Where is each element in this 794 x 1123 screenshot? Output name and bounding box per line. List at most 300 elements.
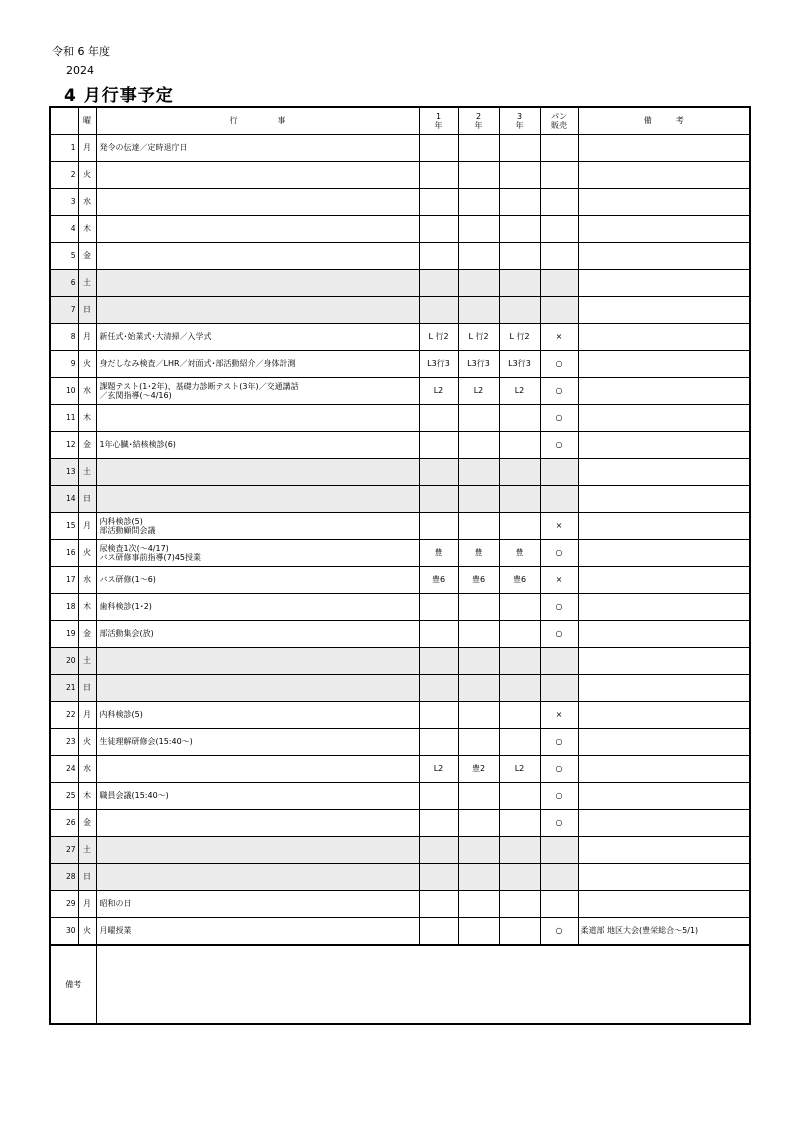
- table-row: [50, 756, 750, 783]
- remarks-cell: [578, 702, 750, 729]
- day-cell: 29: [50, 891, 78, 918]
- header-grade-1-unit: 年: [434, 121, 443, 130]
- grade-3-cell: [499, 864, 540, 891]
- grade-1-cell: [419, 243, 458, 270]
- remarks-cell: [578, 162, 750, 189]
- grade-3-cell: [499, 189, 540, 216]
- grade-1-cell: [419, 810, 458, 837]
- bread-sale-cell: ×: [540, 567, 578, 594]
- day-cell: 13: [50, 459, 78, 486]
- day-cell: 1: [50, 135, 78, 162]
- remarks-cell: [578, 297, 750, 324]
- grade-2-cell: 豊6: [458, 567, 499, 594]
- bread-sale-cell: ○: [540, 810, 578, 837]
- schedule-table: [49, 106, 751, 1025]
- grade-1-cell: [419, 675, 458, 702]
- day-cell: 12: [50, 432, 78, 459]
- weekday-cell: 火: [78, 729, 96, 756]
- event-line: 新任式･始業式･大清掃／入学式: [99, 332, 212, 342]
- grade-1-cell: [419, 783, 458, 810]
- remarks-cell: [578, 729, 750, 756]
- grade-1-cell: [419, 216, 458, 243]
- weekday-cell: 水: [78, 756, 96, 783]
- event-cell: [96, 756, 419, 783]
- weekday-cell: 木: [78, 783, 96, 810]
- event-cell: [96, 243, 419, 270]
- grade-2-cell: [458, 729, 499, 756]
- day-cell: 14: [50, 486, 78, 513]
- remarks-cell: [578, 459, 750, 486]
- remarks-cell: [578, 351, 750, 378]
- remarks-cell: [578, 837, 750, 864]
- event-line: 1年心臓･結核検診(6): [99, 440, 176, 450]
- remarks-cell: [578, 513, 750, 540]
- grade-3-cell: [499, 702, 540, 729]
- bread-sale-cell: ○: [540, 918, 578, 946]
- header-bread-sale: [540, 107, 578, 135]
- grade-3-cell: L3行3: [499, 351, 540, 378]
- header-grade-1-num: 1: [435, 111, 442, 121]
- grade-2-cell: [458, 216, 499, 243]
- table-row: [50, 405, 750, 432]
- year-label: 2024: [66, 64, 94, 77]
- table-row: [50, 918, 750, 946]
- grade-2-cell: L2: [458, 378, 499, 405]
- grade-1-cell: L3行3: [419, 351, 458, 378]
- remarks-cell: [578, 243, 750, 270]
- table-row: [50, 675, 750, 702]
- day-cell: 25: [50, 783, 78, 810]
- grade-3-cell: [499, 216, 540, 243]
- weekday-cell: 土: [78, 270, 96, 297]
- event-cell: [96, 702, 419, 729]
- event-cell: [96, 378, 419, 405]
- table-row: [50, 729, 750, 756]
- grade-1-cell: [419, 648, 458, 675]
- event-cell: [96, 135, 419, 162]
- table-row: [50, 324, 750, 351]
- grade-3-cell: [499, 891, 540, 918]
- table-row: [50, 783, 750, 810]
- bread-sale-cell: [540, 864, 578, 891]
- grade-2-cell: L3行3: [458, 351, 499, 378]
- event-cell: [96, 594, 419, 621]
- day-cell: 20: [50, 648, 78, 675]
- bread-sale-cell: ○: [540, 432, 578, 459]
- weekday-cell: 月: [78, 324, 96, 351]
- grade-2-cell: [458, 297, 499, 324]
- day-cell: 19: [50, 621, 78, 648]
- header-grade-3: [499, 107, 540, 135]
- grade-2-cell: 豊2: [458, 756, 499, 783]
- weekday-cell: 月: [78, 513, 96, 540]
- grade-3-cell: L2: [499, 378, 540, 405]
- day-cell: 28: [50, 864, 78, 891]
- bread-sale-cell: [540, 891, 578, 918]
- grade-3-cell: [499, 270, 540, 297]
- weekday-cell: 火: [78, 540, 96, 567]
- bread-sale-cell: ○: [540, 783, 578, 810]
- grade-1-cell: [419, 432, 458, 459]
- event-cell: [96, 810, 419, 837]
- bread-sale-cell: [540, 189, 578, 216]
- bread-sale-cell: [540, 243, 578, 270]
- day-cell: 16: [50, 540, 78, 567]
- day-cell: 2: [50, 162, 78, 189]
- grade-2-cell: L 行2: [458, 324, 499, 351]
- grade-2-cell: [458, 837, 499, 864]
- grade-3-cell: [499, 486, 540, 513]
- grade-2-cell: [458, 270, 499, 297]
- table-row: [50, 297, 750, 324]
- grade-3-cell: [499, 783, 540, 810]
- day-cell: 7: [50, 297, 78, 324]
- grade-1-cell: L2: [419, 378, 458, 405]
- bread-sale-cell: [540, 648, 578, 675]
- bread-sale-cell: [540, 162, 578, 189]
- event-cell: [96, 567, 419, 594]
- event-line: 課題テスト(1･2年)、基礎力診断テスト(3年)／交通講話: [99, 381, 299, 391]
- grade-3-cell: [499, 729, 540, 756]
- grade-2-cell: [458, 918, 499, 946]
- weekday-cell: 土: [78, 837, 96, 864]
- table-row: [50, 891, 750, 918]
- grade-2-cell: [458, 486, 499, 513]
- table-row: [50, 513, 750, 540]
- bread-sale-cell: [540, 837, 578, 864]
- bread-sale-cell: ○: [540, 405, 578, 432]
- day-cell: 21: [50, 675, 78, 702]
- event-cell: [96, 729, 419, 756]
- grade-2-cell: 豊: [458, 540, 499, 567]
- event-line: ／玄関指導(～4/16): [99, 391, 172, 400]
- day-cell: 24: [50, 756, 78, 783]
- day-cell: 22: [50, 702, 78, 729]
- weekday-cell: 水: [78, 378, 96, 405]
- event-cell: [96, 513, 419, 540]
- day-cell: 30: [50, 918, 78, 946]
- day-cell: 17: [50, 567, 78, 594]
- grade-1-cell: [419, 594, 458, 621]
- remarks-cell: [578, 864, 750, 891]
- grade-3-cell: [499, 432, 540, 459]
- grade-3-cell: [499, 621, 540, 648]
- day-cell: 18: [50, 594, 78, 621]
- remarks-cell: [578, 432, 750, 459]
- header-grade-2-num: 2: [475, 111, 482, 121]
- weekday-cell: 日: [78, 675, 96, 702]
- remarks-cell: [578, 270, 750, 297]
- weekday-cell: 月: [78, 891, 96, 918]
- day-cell: 6: [50, 270, 78, 297]
- bread-sale-cell: [540, 486, 578, 513]
- table-row: [50, 621, 750, 648]
- bread-sale-cell: [540, 459, 578, 486]
- event-cell: [96, 675, 419, 702]
- remarks-cell: [578, 756, 750, 783]
- event-line: バス研修(1～6): [99, 575, 156, 585]
- table-row: [50, 135, 750, 162]
- table-row: [50, 594, 750, 621]
- weekday-cell: 火: [78, 351, 96, 378]
- grade-2-cell: [458, 162, 499, 189]
- bread-sale-cell: ×: [540, 324, 578, 351]
- weekday-cell: 木: [78, 405, 96, 432]
- weekday-cell: 金: [78, 621, 96, 648]
- grade-3-cell: [499, 810, 540, 837]
- grade-1-cell: [419, 864, 458, 891]
- grade-2-cell: [458, 675, 499, 702]
- table-row: [50, 540, 750, 567]
- grade-3-cell: [499, 837, 540, 864]
- footer-label: 備考: [50, 945, 96, 1024]
- grade-2-cell: [458, 621, 499, 648]
- header-day: [50, 107, 78, 135]
- weekday-cell: 木: [78, 216, 96, 243]
- grade-3-cell: [499, 297, 540, 324]
- day-cell: 11: [50, 405, 78, 432]
- weekday-cell: 金: [78, 432, 96, 459]
- remarks-cell: [578, 405, 750, 432]
- day-cell: 4: [50, 216, 78, 243]
- table-row: [50, 189, 750, 216]
- weekday-cell: 火: [78, 918, 96, 946]
- table-row: [50, 243, 750, 270]
- grade-3-cell: [499, 675, 540, 702]
- event-line: 部活動顧問会議: [99, 526, 156, 535]
- remarks-cell: 柔道部 地区大会(豊栄総合～5/1): [578, 918, 750, 946]
- bread-sale-cell: ○: [540, 378, 578, 405]
- table-row: [50, 810, 750, 837]
- remarks-cell: [578, 810, 750, 837]
- remarks-cell: [578, 594, 750, 621]
- grade-1-cell: [419, 162, 458, 189]
- grade-3-cell: [499, 513, 540, 540]
- remarks-cell: [578, 891, 750, 918]
- remarks-cell: [578, 486, 750, 513]
- remarks-cell: [578, 216, 750, 243]
- grade-2-cell: [458, 135, 499, 162]
- event-cell: [96, 918, 419, 946]
- grade-1-cell: [419, 702, 458, 729]
- table-row: [50, 486, 750, 513]
- event-cell: [96, 540, 419, 567]
- grade-1-cell: [419, 891, 458, 918]
- event-line: 職員会議(15:40～): [99, 791, 169, 801]
- grade-3-cell: L2: [499, 756, 540, 783]
- day-cell: 27: [50, 837, 78, 864]
- bread-sale-cell: ○: [540, 621, 578, 648]
- grade-2-cell: [458, 648, 499, 675]
- grade-3-cell: [499, 243, 540, 270]
- header-grade-2: [458, 107, 499, 135]
- table-row: [50, 432, 750, 459]
- grade-1-cell: 豊6: [419, 567, 458, 594]
- table-row: [50, 459, 750, 486]
- table-row: [50, 216, 750, 243]
- grade-2-cell: [458, 405, 499, 432]
- grade-1-cell: [419, 621, 458, 648]
- weekday-cell: 火: [78, 162, 96, 189]
- event-cell: [96, 459, 419, 486]
- day-cell: 10: [50, 378, 78, 405]
- weekday-cell: 日: [78, 297, 96, 324]
- grade-2-cell: [458, 513, 499, 540]
- bread-sale-cell: [540, 270, 578, 297]
- grade-3-cell: [499, 459, 540, 486]
- remarks-cell: [578, 324, 750, 351]
- day-cell: 9: [50, 351, 78, 378]
- weekday-cell: 水: [78, 189, 96, 216]
- grade-2-cell: [458, 432, 499, 459]
- event-line: 歯科検診(1･2): [99, 602, 152, 612]
- weekday-cell: 土: [78, 459, 96, 486]
- bread-sale-cell: ○: [540, 540, 578, 567]
- bread-sale-cell: ○: [540, 729, 578, 756]
- remarks-cell: [578, 189, 750, 216]
- day-cell: 3: [50, 189, 78, 216]
- grade-2-cell: [458, 459, 499, 486]
- remarks-cell: [578, 540, 750, 567]
- grade-1-cell: L 行2: [419, 324, 458, 351]
- grade-2-cell: [458, 810, 499, 837]
- table-row: [50, 702, 750, 729]
- grade-2-cell: [458, 702, 499, 729]
- header-remarks: 備 考: [578, 107, 750, 135]
- grade-2-cell: [458, 864, 499, 891]
- remarks-cell: [578, 567, 750, 594]
- weekday-cell: 木: [78, 594, 96, 621]
- page-title: 4 月行事予定: [64, 86, 174, 106]
- grade-3-cell: L 行2: [499, 324, 540, 351]
- grade-1-cell: [419, 513, 458, 540]
- event-cell: [96, 648, 419, 675]
- bread-sale-cell: ×: [540, 702, 578, 729]
- grade-3-cell: [499, 162, 540, 189]
- grade-1-cell: L2: [419, 756, 458, 783]
- grade-1-cell: [419, 189, 458, 216]
- grade-2-cell: [458, 189, 499, 216]
- remarks-cell: [578, 135, 750, 162]
- bread-sale-cell: [540, 135, 578, 162]
- grade-1-cell: [419, 729, 458, 756]
- table-row: [50, 648, 750, 675]
- grade-3-cell: [499, 135, 540, 162]
- event-line: バス研修事前指導(7)45授業: [99, 553, 202, 562]
- event-cell: [96, 432, 419, 459]
- header-bread-line-1: パン: [551, 111, 567, 121]
- table-row: [50, 270, 750, 297]
- header-dow: 曜: [78, 107, 96, 135]
- event-cell: [96, 162, 419, 189]
- grade-3-cell: [499, 918, 540, 946]
- weekday-cell: 土: [78, 648, 96, 675]
- grade-1-cell: [419, 486, 458, 513]
- grade-3-cell: [499, 405, 540, 432]
- weekday-cell: 水: [78, 567, 96, 594]
- day-cell: 23: [50, 729, 78, 756]
- table-row: [50, 378, 750, 405]
- grade-3-cell: 豊: [499, 540, 540, 567]
- event-line: 生徒理解研修会(15:40～): [99, 737, 193, 747]
- event-cell: [96, 486, 419, 513]
- event-line: 部活動集会(放): [99, 629, 154, 639]
- remarks-cell: [578, 378, 750, 405]
- footer-notes: [96, 945, 750, 1024]
- event-line: 尿検査1次(～4/17): [99, 543, 169, 553]
- header-grade-3-unit: 年: [515, 121, 524, 130]
- grade-2-cell: [458, 243, 499, 270]
- table-row: [50, 351, 750, 378]
- weekday-cell: 日: [78, 864, 96, 891]
- day-cell: 15: [50, 513, 78, 540]
- event-cell: [96, 351, 419, 378]
- weekday-cell: 月: [78, 135, 96, 162]
- event-cell: [96, 189, 419, 216]
- grade-1-cell: [419, 297, 458, 324]
- remarks-cell: [578, 675, 750, 702]
- bread-sale-cell: ×: [540, 513, 578, 540]
- bread-sale-cell: [540, 297, 578, 324]
- event-cell: [96, 891, 419, 918]
- day-cell: 5: [50, 243, 78, 270]
- bread-sale-cell: [540, 216, 578, 243]
- event-cell: [96, 621, 419, 648]
- table-row: [50, 837, 750, 864]
- event-line: 月曜授業: [99, 926, 132, 936]
- grade-1-cell: [419, 135, 458, 162]
- grade-3-cell: 豊6: [499, 567, 540, 594]
- weekday-cell: 月: [78, 702, 96, 729]
- event-line: 昭和の日: [99, 899, 132, 909]
- event-cell: [96, 216, 419, 243]
- event-line: 内科検診(5): [99, 516, 143, 526]
- grade-1-cell: [419, 837, 458, 864]
- weekday-cell: 金: [78, 810, 96, 837]
- era-label: 令和 6 年度: [52, 45, 110, 58]
- grade-1-cell: [419, 270, 458, 297]
- table-row: [50, 864, 750, 891]
- event-cell: [96, 837, 419, 864]
- remarks-cell: [578, 648, 750, 675]
- grade-1-cell: [419, 918, 458, 946]
- header-grade-2-unit: 年: [474, 121, 483, 130]
- event-cell: [96, 297, 419, 324]
- event-line: 発令の伝達／定時退庁日: [99, 143, 188, 153]
- day-cell: 8: [50, 324, 78, 351]
- grade-3-cell: [499, 594, 540, 621]
- bread-sale-cell: ○: [540, 756, 578, 783]
- table-row: [50, 162, 750, 189]
- grade-1-cell: 豊: [419, 540, 458, 567]
- day-cell: 26: [50, 810, 78, 837]
- grade-2-cell: [458, 891, 499, 918]
- grade-2-cell: [458, 783, 499, 810]
- event-cell: [96, 324, 419, 351]
- event-line: 身だしなみ検査／LHR／対面式･部活動紹介／身体計測: [99, 359, 296, 369]
- header-grade-1: [419, 107, 458, 135]
- event-cell: [96, 405, 419, 432]
- table-row: [50, 567, 750, 594]
- remarks-cell: [578, 621, 750, 648]
- bread-sale-cell: ○: [540, 351, 578, 378]
- grade-3-cell: [499, 648, 540, 675]
- remarks-cell: [578, 783, 750, 810]
- header-event: 行 事: [96, 107, 419, 135]
- event-cell: [96, 783, 419, 810]
- weekday-cell: 日: [78, 486, 96, 513]
- header-bread-line-2: 販売: [551, 121, 567, 130]
